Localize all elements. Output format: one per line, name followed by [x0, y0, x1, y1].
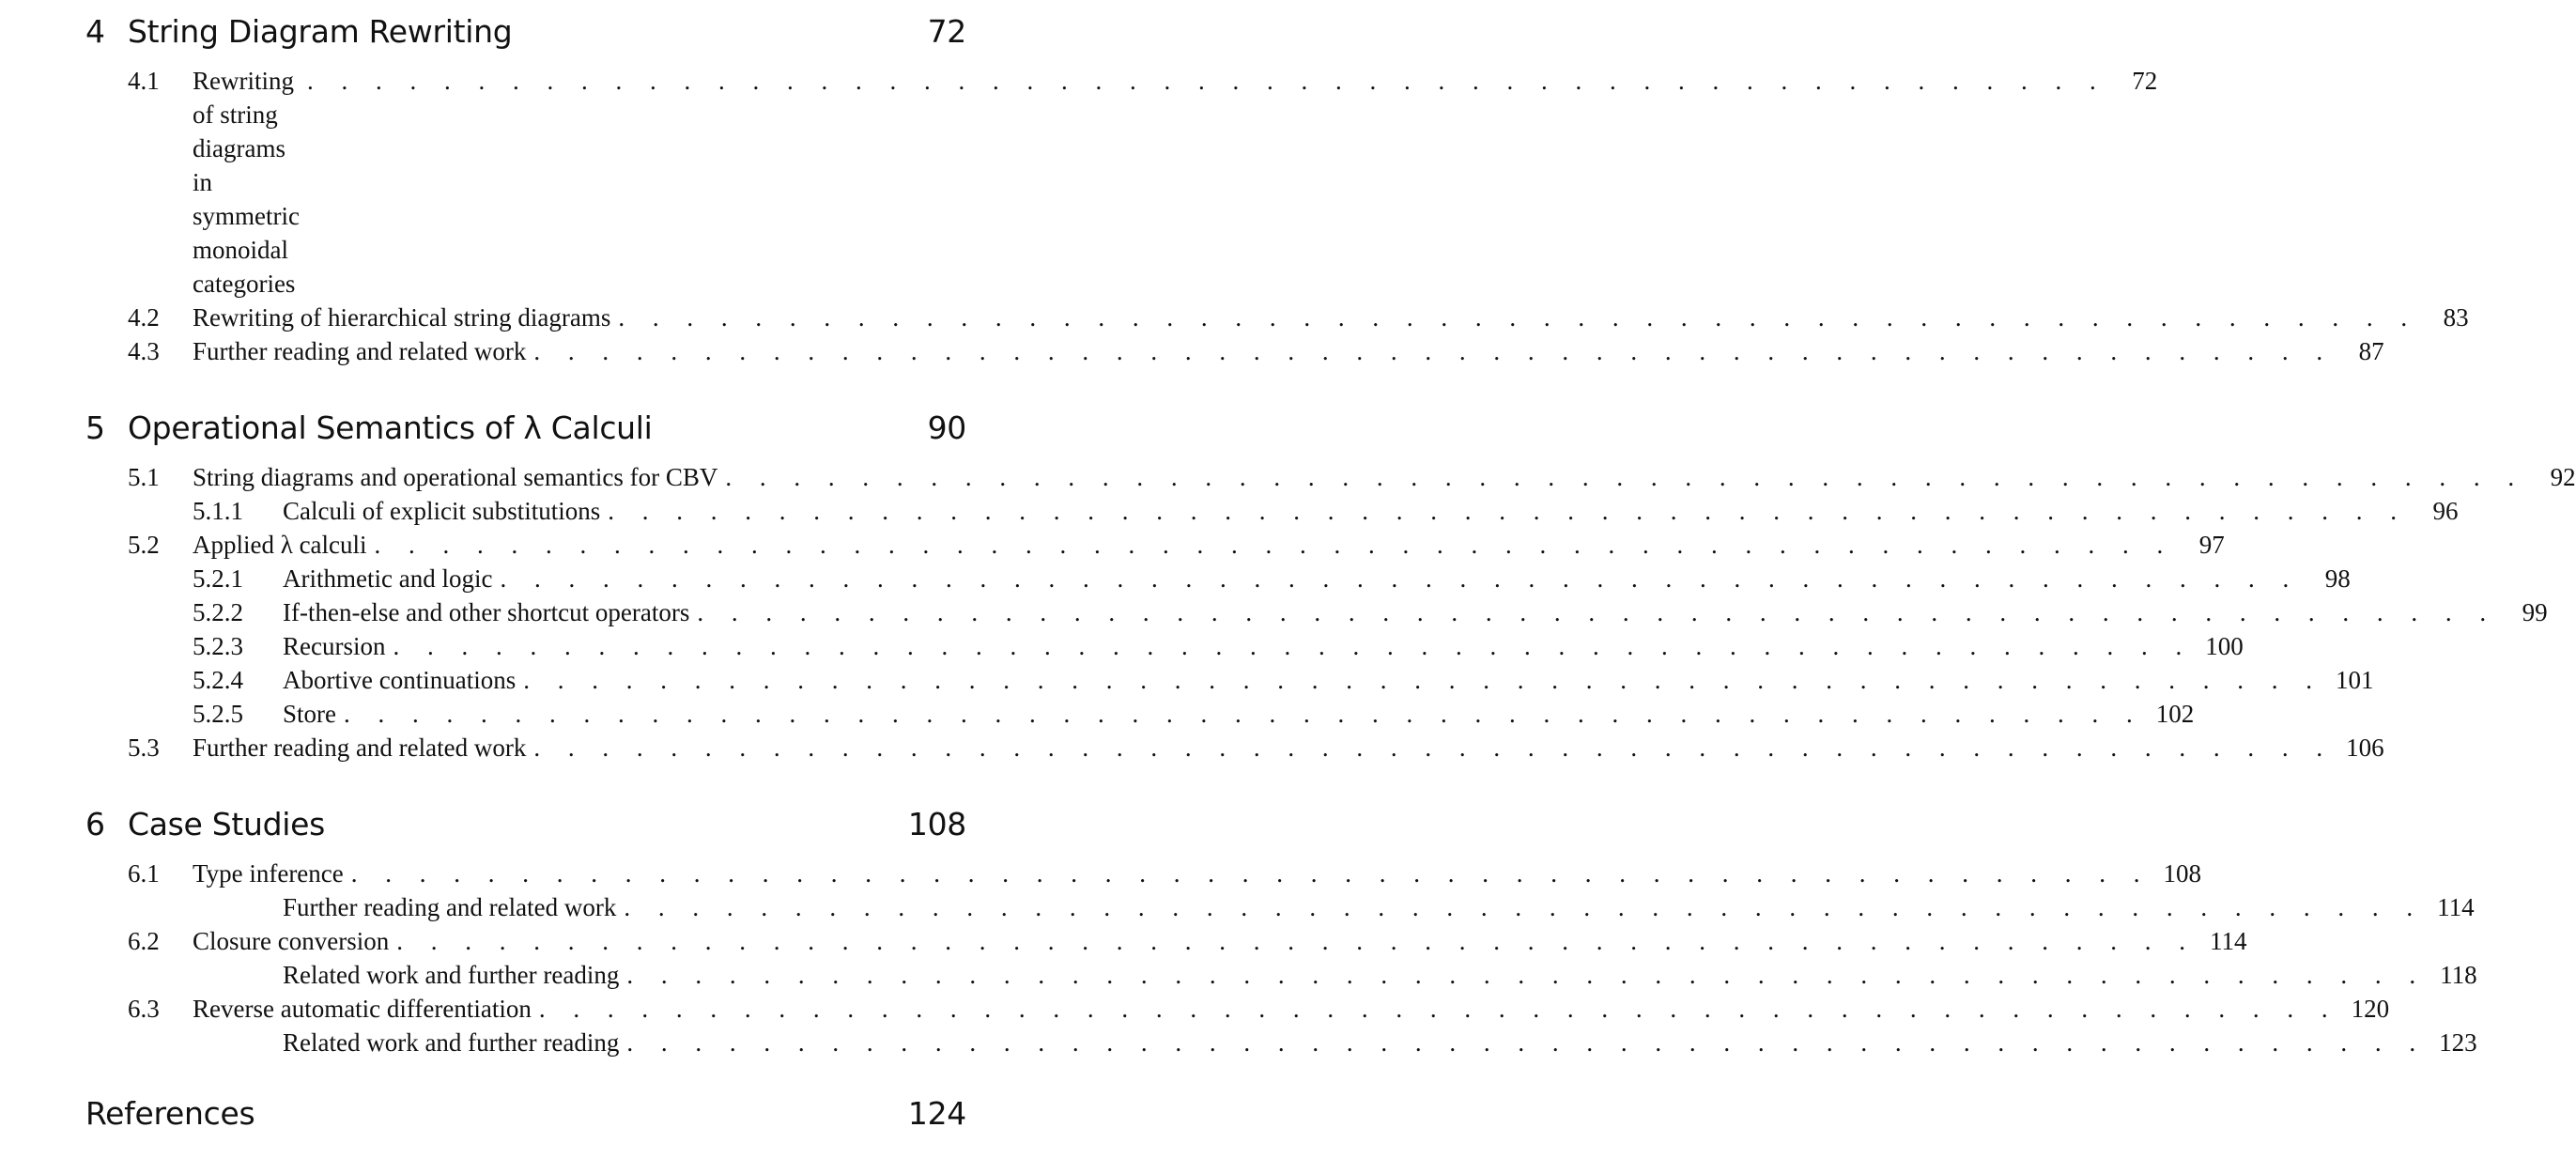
entry-number: 6.1 — [128, 859, 160, 888]
toc-entry[interactable] — [85, 562, 2351, 595]
entry-title: If-then-else and other shortcut operators — [283, 598, 690, 626]
dot-leader: . . . . . . . . . . . . . . . . . . . . . . . . . . . . . . . . . . . . . . . . . . . . . . . . . . . . . — [523, 666, 2323, 694]
toc-entry[interactable] — [85, 629, 2244, 663]
chapter-5 — [85, 396, 2576, 765]
entry-title: Further reading and related work — [193, 734, 527, 762]
entry-page: 108 — [2163, 859, 2202, 888]
toc-entry[interactable] — [85, 301, 2469, 334]
chapter-title: Operational Semantics of λ Calculi — [128, 409, 653, 446]
dot-leader: . . . . . . . . . . . . . . . . . . . . . . . . . . . . . . . . . . . . . . . . . . . . . . . . . . . . . — [533, 337, 2334, 365]
dot-leader: . . . . . . . . . . . . . . . . . . . . . . . . . . . . . . . . . . . . . . . . . . . . . . . . . . . . . — [374, 531, 2174, 559]
dot-leader: . . . . . . . . . . . . . . . . . . . . . . . . . . . . . . . . . . . . . . . . . . . . . . . . . . . . . — [344, 700, 2144, 728]
toc-entry[interactable] — [85, 857, 2202, 890]
references-heading[interactable] — [85, 1082, 966, 1146]
entry-page: 99 — [2522, 598, 2548, 626]
entry-title: Closure conversion — [193, 927, 390, 955]
dot-leader: . . . . . . . . . . . . . . . . . . . . . . . . . . . . . . . . . . . . . . . . . . . . . . . . . . . . . — [306, 67, 2107, 95]
entry-number: 4.3 — [128, 337, 160, 365]
chapter-number: 4 — [85, 13, 105, 50]
entry-page: 92 — [2550, 463, 2576, 491]
entry-title: Type inference — [193, 859, 344, 888]
toc-entry[interactable] — [85, 334, 2384, 368]
references-section — [85, 1082, 966, 1146]
toc-entry[interactable] — [85, 958, 2477, 992]
entry-page: 102 — [2155, 700, 2195, 728]
entry-title: Related work and further reading — [283, 961, 620, 989]
entry-title: Rewriting of hierarchical string diagrams — [193, 303, 611, 332]
entry-page: 72 — [2132, 67, 2158, 95]
chapter-number: 6 — [85, 806, 105, 842]
entry-title: String diagrams and operational semantics for CBV — [193, 463, 718, 491]
entry-page: 106 — [2346, 734, 2384, 762]
entry-title: Calculi of explicit substitutions — [283, 497, 601, 525]
toc-entry[interactable] — [85, 528, 2225, 562]
dot-leader: . . . . . . . . . . . . . . . . . . . . . . . . . . . . . . . . . . . . . . . . . . . . . . . . . . . . . — [626, 1028, 2427, 1057]
chapter-title: Case Studies — [128, 806, 326, 842]
chapter-page: 108 — [907, 806, 966, 842]
chapter-4 — [85, 0, 2469, 368]
entry-number: 5.2.5 — [193, 700, 243, 728]
chapter-heading[interactable] — [85, 396, 966, 460]
entry-title: Further reading and related work — [283, 893, 617, 921]
entry-title: Rewriting of string diagrams in symmetric monoidal categories — [193, 67, 300, 298]
entry-title: Applied λ calculi — [193, 531, 367, 559]
toc-entry[interactable] — [85, 992, 2390, 1026]
dot-leader: . . . . . . . . . . . . . . . . . . . . . . . . . . . . . . . . . . . . . . . . . . . . . . . . . . . . . — [533, 734, 2334, 762]
chapter-page: 72 — [927, 13, 966, 50]
dot-leader: . . . . . . . . . . . . . . . . . . . . . . . . . . . . . . . . . . . . . . . . . . . . . . . . . . . . . — [350, 859, 2152, 888]
references-page: 124 — [907, 1095, 966, 1132]
dot-leader: . . . . . . . . . . . . . . . . . . . . . . . . . . . . . . . . . . . . . . . . . . . . . . . . . . . . . — [697, 598, 2497, 626]
dot-leader: . . . . . . . . . . . . . . . . . . . . . . . . . . . . . . . . . . . . . . . . . . . . . . . . . . . . . — [608, 497, 2408, 525]
chapter-title: String Diagram Rewriting — [128, 13, 513, 50]
entry-number: 4.2 — [128, 303, 160, 332]
toc-entry[interactable] — [85, 595, 2548, 629]
toc-entry[interactable] — [85, 460, 2576, 494]
entry-number: 5.1.1 — [193, 497, 243, 525]
entry-title: Abortive continuations — [283, 666, 517, 694]
dot-leader: . . . . . . . . . . . . . . . . . . . . . . . . . . . . . . . . . . . . . . . . . . . . . . . . . . . . . — [626, 961, 2427, 989]
toc-entry[interactable] — [85, 1026, 2477, 1059]
dot-leader: . . . . . . . . . . . . . . . . . . . . . . . . . . . . . . . . . . . . . . . . . . . . . . . . . . . . . — [538, 995, 2339, 1023]
entry-number: 5.3 — [128, 734, 160, 762]
entry-title: Store — [283, 700, 336, 728]
entry-title: Arithmetic and logic — [283, 564, 493, 593]
dot-leader: . . . . . . . . . . . . . . . . . . . . . . . . . . . . . . . . . . . . . . . . . . . . . . . . . . . . . — [396, 927, 2197, 955]
entry-page: 100 — [2205, 632, 2244, 660]
entry-number: 5.2.3 — [193, 632, 243, 660]
entry-number: 6.2 — [128, 927, 160, 955]
toc-entry[interactable] — [85, 494, 2459, 528]
chapter-heading[interactable] — [85, 793, 966, 857]
entry-page: 87 — [2358, 337, 2384, 365]
toc-entry[interactable] — [85, 697, 2195, 731]
entry-page: 118 — [2440, 961, 2477, 989]
entry-title: Related work and further reading — [283, 1028, 620, 1057]
entry-page: 96 — [2432, 497, 2459, 525]
toc-entry[interactable] — [85, 731, 2384, 765]
dot-leader: . . . . . . . . . . . . . . . . . . . . . . . . . . . . . . . . . . . . . . . . . . . . . . . . . . . . . — [500, 564, 2300, 593]
entry-page: 97 — [2198, 531, 2225, 559]
entry-page: 83 — [2443, 303, 2469, 332]
entry-number: 5.1 — [128, 463, 160, 491]
entry-page: 114 — [2437, 893, 2475, 921]
toc-entry[interactable] — [85, 64, 2158, 301]
chapter-6 — [85, 793, 2477, 1059]
entry-title: Recursion — [283, 632, 386, 660]
dot-leader: . . . . . . . . . . . . . . . . . . . . . . . . . . . . . . . . . . . . . . . . . . . . . . . . . . . . . — [624, 893, 2424, 921]
entry-number: 5.2.4 — [193, 666, 243, 694]
entry-page: 123 — [2439, 1028, 2477, 1057]
entry-page: 120 — [2351, 995, 2390, 1023]
entry-number: 5.2.2 — [193, 598, 243, 626]
table-of-contents — [85, 0, 2576, 1174]
entry-title: Further reading and related work — [193, 337, 527, 365]
toc-entry[interactable] — [85, 890, 2475, 924]
entry-number: 5.2.1 — [193, 564, 243, 593]
references-title: References — [85, 1095, 255, 1132]
entry-number: 6.3 — [128, 995, 160, 1023]
entry-page: 98 — [2324, 564, 2351, 593]
toc-entry[interactable] — [85, 924, 2247, 958]
entry-number: 4.1 — [128, 67, 160, 95]
entry-page: 114 — [2209, 927, 2247, 955]
dot-leader: . . . . . . . . . . . . . . . . . . . . . . . . . . . . . . . . . . . . . . . . . . . . . . . . . . . . . — [725, 463, 2525, 491]
dot-leader: . . . . . . . . . . . . . . . . . . . . . . . . . . . . . . . . . . . . . . . . . . . . . . . . . . . . . — [618, 303, 2418, 332]
chapter-page: 90 — [927, 409, 966, 446]
toc-entry[interactable] — [85, 663, 2374, 697]
chapter-number: 5 — [85, 409, 105, 446]
entry-number: 5.2 — [128, 531, 160, 559]
chapter-heading[interactable] — [85, 0, 966, 64]
entry-title: Reverse automatic differentiation — [193, 995, 532, 1023]
entry-page: 101 — [2335, 666, 2374, 694]
dot-leader: . . . . . . . . . . . . . . . . . . . . . . . . . . . . . . . . . . . . . . . . . . . . . . . . . . . . . — [393, 632, 2193, 660]
